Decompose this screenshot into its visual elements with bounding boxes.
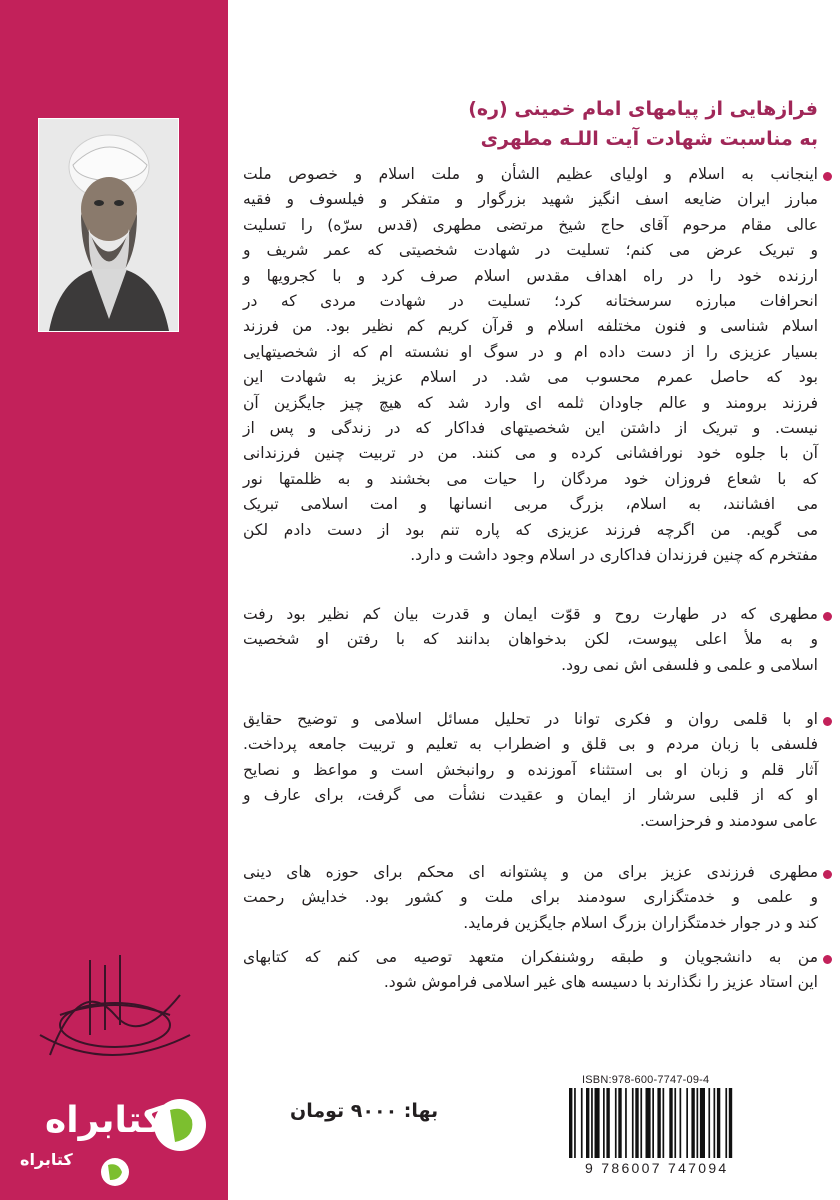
text-line: که با شعاع فروزان خود مردگان را حیات می بخشند و به ظلمتها نور: [243, 469, 818, 488]
portrait-illustration: [39, 119, 178, 331]
page-heading: [258, 94, 818, 154]
calligraphy-emblem-icon: [20, 955, 210, 1075]
text-line: و به ملأ اعلی پیوست، لکن بدخواهان بدانند که با رفتن او شخصیت: [243, 630, 818, 649]
text-line: این استاد عزیز را نگذارند با دسیسه های غیر اسلامی فراموش شود.: [383, 973, 818, 992]
text-line: فرزند برومند و عالم جاودان ثلمه ای وارد شد که هیچ چیز جایگزین آن: [243, 393, 818, 412]
text-line: مبارز ایران ضایعه اسف انگیز شهید بزرگوار و متفکر و فیلسوف و فقیه: [243, 190, 818, 209]
heading-line-2: به مناسبت شهادت آیت اللـه مطهری: [480, 128, 818, 150]
text-line: مطهری که در طهارت روح و قوّت ایمان و قدرت بیان کم نظیر بود رفت: [243, 605, 818, 623]
quote-section-1: [243, 162, 818, 569]
text-line: بسیار عزیزی را از دست داده ام و در سوگ او نشسته ام که از شخصیتهایی: [243, 342, 818, 361]
text-line: و تبریک عرض می کنم؛ تسلیت در شهادت شخصیتی که عمر شریف و: [243, 241, 818, 260]
text-line: عالی مقام مرحوم آقای حاج شیخ مرتضی مطهری (قدس سرّه) را تسلیت: [243, 215, 818, 234]
text-line: می افشانند، به اسلام، بزرگ مربی انسانها و امت اسلامی تبریک: [243, 495, 818, 514]
text-line: انحرافات مبارزه سرسختانه کرد؛ تسلیت در شهادت مردی که در: [243, 292, 818, 311]
text-line: آن با جلوه خود نورافشانی کرده و می کنند. من در تربیت چنین فرزندانی: [243, 444, 818, 463]
bullet-icon: [823, 717, 832, 726]
text-line: فلسفی با زبان مردم و بی قلق و اضطراب به تعلیم و تربیت جامعه پرداخت.: [243, 735, 818, 754]
text-line: من به دانشجویان و طبقه روشنفکران متعهد توصیه می کنم که کتابهای: [243, 948, 818, 966]
text-line: کند و در جوار خدمتگزاران بزرگ اسلام جایگزین فرماید.: [463, 913, 818, 932]
text-line: عامی سودمند و فرحزاست.: [639, 811, 818, 830]
text-line: اسلامی و علمی و فلسفی اش نمی رود.: [561, 655, 818, 674]
text-line: اسلام شناسی و فنون مختلفه اسلام و قرآن کریم کم نظیر بود. من فرزند: [243, 317, 818, 336]
text-line: و علمی و خدمتگزاری سودمند برای ملت و کشور بود. خدایش رحمت: [243, 888, 818, 907]
brand-name-small: کتابراه: [20, 1150, 73, 1169]
isbn-label: ISBN:978-600-7747-09-4: [582, 1074, 710, 1086]
bullet-icon: [823, 172, 832, 181]
heading-line-1: فرازهایی از پیامهای امام خمینی (ره): [468, 98, 818, 120]
brand-name: کتابراه: [45, 1100, 164, 1141]
text-line: می گویم. من اگرچه فرزند عزیزی که پاره تنم بود از دست دادم لکن: [243, 520, 818, 539]
text-line: اینجانب به اسلام و اولیای عظیم الشأن و ملت اسلام و خصوص ملت: [243, 165, 818, 183]
author-portrait: [38, 118, 179, 332]
price-label: بها: ۹۰۰۰ تومان: [290, 1100, 439, 1122]
text-line: مفتخرم که چنین فرزندان فداکاری در اسلام وجود داشت و دارد.: [410, 546, 818, 565]
text-line: بود که حاصل عمرم محسوب می شد. در اسلام عزیز به شهادت این: [243, 368, 818, 387]
text-line: ارزنده خود را در راه اهداف مقدس اسلام صرف کرد و با کجرویها و: [243, 266, 818, 285]
text-line: آثار قلم و زبان او بی استثناء آموزنده و روانبخش است و مواعظ و نصایح: [243, 760, 818, 779]
text-line: او با قلمی روان و فکری توانا در تحلیل مسائل اسلامی و توضیح حقایق: [243, 710, 818, 728]
quote-section-5: [243, 945, 818, 996]
text-line: مطهری فرزندی عزیز برای من و پشتوانه ای محکم برای حوزه های دینی: [243, 863, 818, 881]
barcode-digits: 9 786007 747094: [585, 1160, 729, 1176]
bullet-icon: [823, 612, 832, 621]
text-line: او که از قلبی سرشار از ایمان و عقیدت نشأت می گرفت، برای عارف و: [243, 786, 818, 805]
barcode: [565, 1088, 805, 1160]
quote-section-2: [243, 602, 818, 678]
text-line: نیست. و تبریک از داشتن این شخصیتهای فداکار که در زندگی و پس از: [243, 419, 818, 438]
quote-section-4: [243, 860, 818, 936]
quote-section-3: [243, 707, 818, 834]
bullet-icon: [823, 870, 832, 879]
bullet-icon: [823, 955, 832, 964]
